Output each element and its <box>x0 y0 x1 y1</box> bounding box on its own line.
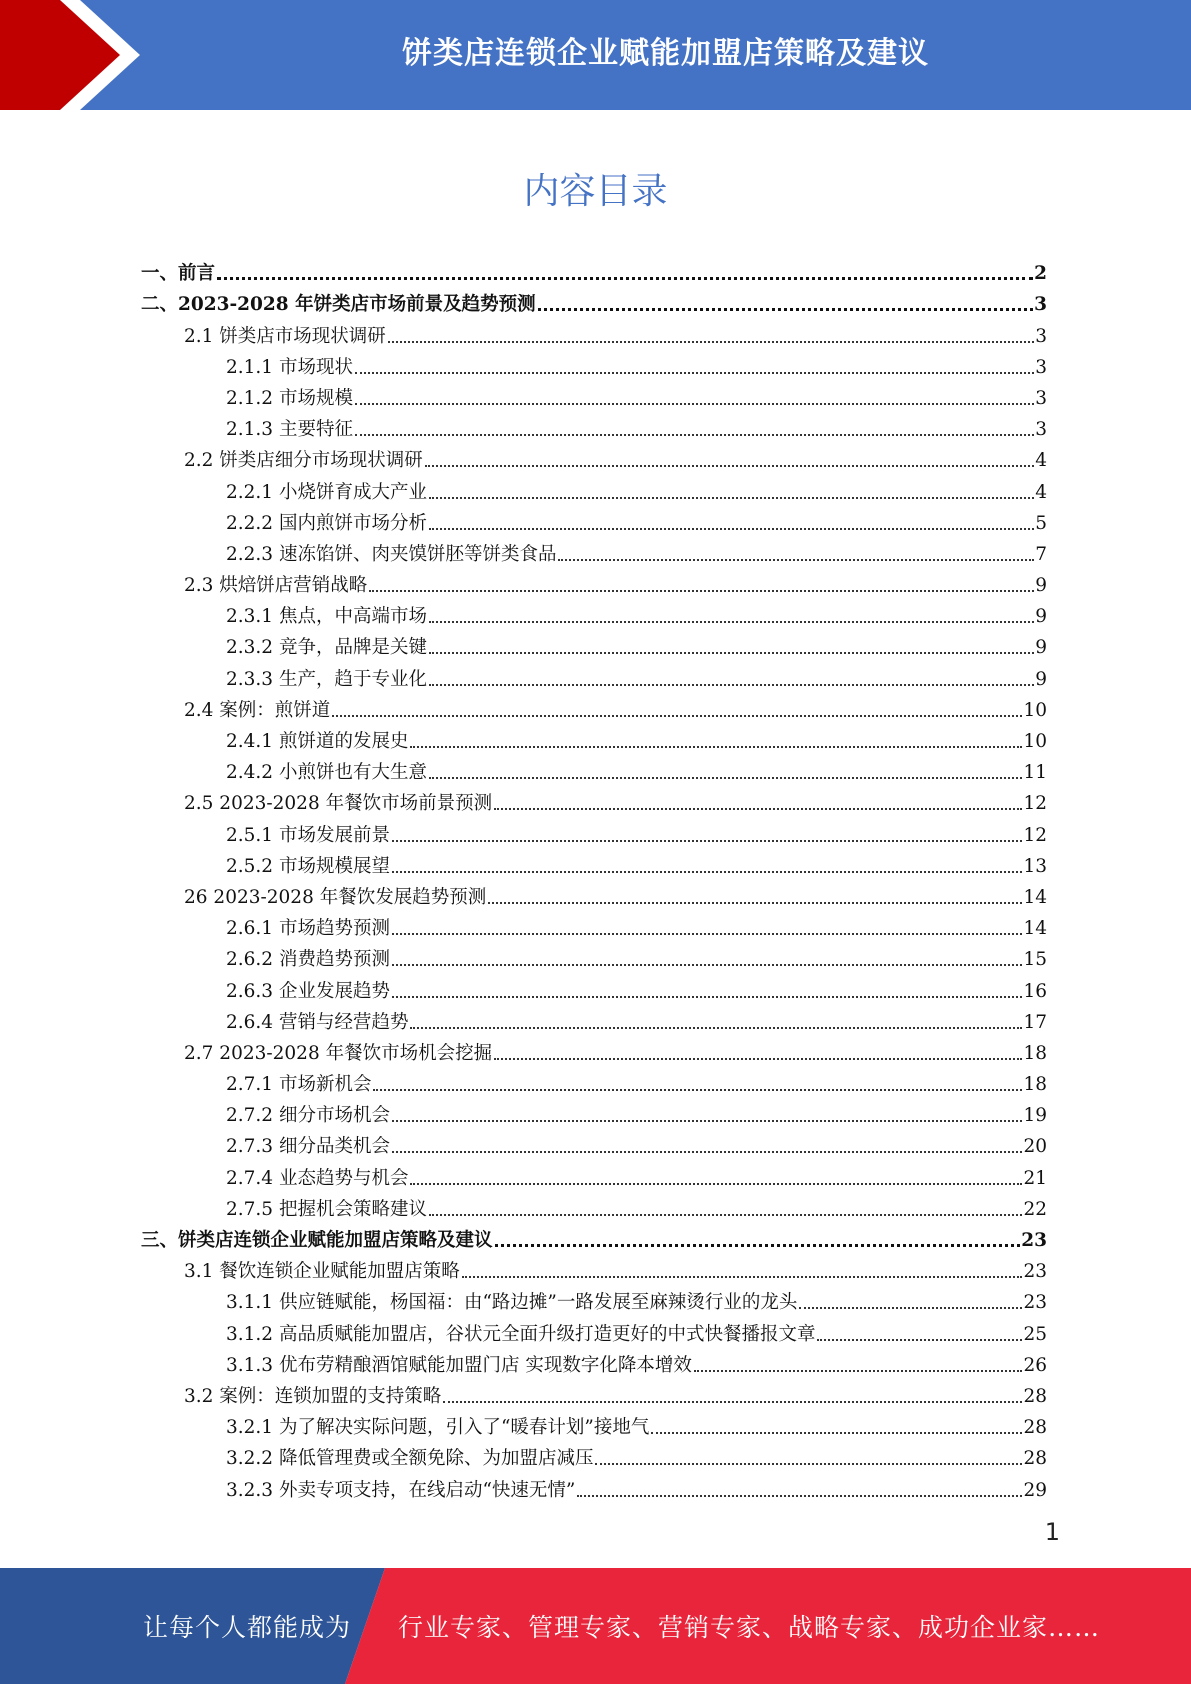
toc-leader-dots <box>373 1089 1022 1091</box>
toc-leader-dots <box>392 996 1022 998</box>
toc-leader-dots <box>494 808 1022 810</box>
toc-entry[interactable] <box>141 441 1047 472</box>
toc-entry[interactable] <box>141 504 1047 535</box>
toc-leader-dots <box>577 1495 1022 1497</box>
toc-leader-dots <box>392 840 1022 842</box>
toc-entry[interactable] <box>141 847 1047 878</box>
toc-entry-page: 23 <box>1023 1261 1047 1283</box>
toc-entry[interactable] <box>141 1158 1047 1189</box>
toc-entry-title: 2.7.2 细分市场机会 <box>226 1105 390 1127</box>
toc-entry-title: 2.3.3 生产，趋于专业化 <box>226 668 427 690</box>
toc-entry[interactable] <box>141 316 1047 347</box>
toc-entry[interactable] <box>141 1096 1047 1127</box>
toc-entry-title: 2.6.4 营销与经营趋势 <box>226 1011 409 1033</box>
toc-leader-dots <box>694 1370 1023 1372</box>
toc-entry-title: 2.6.3 企业发展趋势 <box>226 980 390 1002</box>
toc-entry-title: 2.2.3 速冻馅饼、肉夹馍饼胚等饼类食品 <box>226 543 557 565</box>
toc-entry-title: 2.7.5 把握机会策略建议 <box>226 1198 427 1220</box>
toc-leader-dots <box>425 465 1034 467</box>
toc-entry-title: 3.1 餐饮连锁企业赋能加盟店策略 <box>184 1261 460 1283</box>
toc-entry[interactable] <box>141 1252 1047 1283</box>
toc-leader-dots <box>392 1120 1022 1122</box>
toc-entry-page: 9 <box>1035 575 1047 597</box>
toc-leader-dots <box>651 1432 1022 1434</box>
toc-entry-title: 2.6.1 市场趋势预测 <box>226 918 390 940</box>
toc-entry[interactable] <box>141 1283 1047 1314</box>
toc-entry[interactable] <box>141 722 1047 753</box>
toc-entry[interactable] <box>141 254 1047 285</box>
toc-entry-page: 20 <box>1023 1136 1047 1158</box>
toc-entry-title: 2.1.1 市场现状 <box>226 356 353 378</box>
toc-entry-page: 4 <box>1035 481 1047 503</box>
toc-entry[interactable] <box>141 1127 1047 1158</box>
toc-entry-title: 2.5 2023-2028 年餐饮市场前景预测 <box>184 793 493 815</box>
toc-entry-page: 15 <box>1023 949 1047 971</box>
toc-entry[interactable] <box>141 1221 1047 1252</box>
toc-leader-dots <box>355 403 1034 405</box>
toc-leader-dots <box>355 372 1034 374</box>
toc-leader-dots <box>429 652 1034 654</box>
toc-entry-page: 25 <box>1023 1323 1047 1345</box>
toc-leader-dots <box>332 715 1022 717</box>
toc-entry-title: 2.4.2 小煎饼也有大生意 <box>226 762 427 784</box>
toc-entry-title: 3.1.3 优布劳精酿酒馆赋能加盟门店 实现数字化降本增效 <box>226 1354 692 1376</box>
toc-entry-page: 2 <box>1034 263 1047 285</box>
table-of-contents <box>141 254 1047 1502</box>
toc-entry[interactable] <box>141 285 1047 316</box>
toc-entry-title: 2.3.1 焦点，中高端市场 <box>226 606 427 628</box>
toc-leader-dots <box>429 621 1034 623</box>
toc-leader-dots <box>443 1401 1022 1403</box>
toc-leader-dots <box>488 902 1022 904</box>
toc-entry[interactable] <box>141 348 1047 379</box>
toc-entry-page: 4 <box>1035 450 1047 472</box>
toc-entry-title: 2.4 案例：煎饼道 <box>184 699 331 721</box>
toc-leader-dots <box>817 1339 1022 1341</box>
header-title: 饼类店连锁企业赋能加盟店策略及建议 <box>402 36 929 71</box>
toc-entry-page: 28 <box>1023 1417 1047 1439</box>
toc-entry-page: 10 <box>1023 699 1047 721</box>
toc-entry[interactable] <box>141 1377 1047 1408</box>
toc-entry[interactable] <box>141 535 1047 566</box>
toc-entry-page: 3 <box>1035 325 1047 347</box>
toc-entry-title: 3.2.1 为了解决实际问题，引入了“暖春计划”接地气 <box>226 1417 650 1439</box>
toc-entry-title: 2.2.1 小烧饼育成大产业 <box>226 481 427 503</box>
toc-entry-page: 19 <box>1023 1105 1047 1127</box>
toc-leader-dots <box>410 1183 1022 1185</box>
toc-leader-dots <box>355 434 1034 436</box>
toc-leader-dots <box>538 308 1034 311</box>
toc-entry-title: 2.5.2 市场规模展望 <box>226 855 390 877</box>
toc-entry-page: 9 <box>1035 637 1047 659</box>
toc-entry[interactable] <box>141 1003 1047 1034</box>
toc-entry-page: 14 <box>1023 918 1047 940</box>
toc-entry-page: 9 <box>1035 606 1047 628</box>
toc-entry-title: 2.2.2 国内煎饼市场分析 <box>226 512 427 534</box>
toc-entry-page: 16 <box>1023 980 1047 1002</box>
footer-slogan-right: 行业专家、管理专家、营销专家、战略专家、成功企业家…… <box>398 1613 1101 1642</box>
toc-entry-page: 3 <box>1035 356 1047 378</box>
footer-slogan-left: 让每个人都能成为 <box>143 1613 352 1642</box>
toc-entry[interactable] <box>141 1470 1047 1501</box>
toc-entry-title: 3.2.3 外卖专项支持，在线启动“快速无情” <box>226 1479 576 1501</box>
toc-leader-dots <box>410 746 1022 748</box>
toc-leader-dots <box>217 277 1033 280</box>
toc-entry[interactable] <box>141 566 1047 597</box>
header-arrow-icon <box>0 0 160 110</box>
toc-entry-page: 3 <box>1035 387 1047 409</box>
toc-entry[interactable] <box>141 1346 1047 1377</box>
toc-leader-dots <box>410 1027 1022 1029</box>
toc-entry[interactable] <box>141 691 1047 722</box>
toc-entry-page: 12 <box>1023 824 1047 846</box>
toc-entry-title: 2.1.2 市场规模 <box>226 387 353 409</box>
toc-entry-page: 14 <box>1023 886 1047 908</box>
toc-entry-title: 3.2.2 降低管理费或全额免除、为加盟店减压 <box>226 1448 594 1470</box>
toc-entry-page: 13 <box>1023 855 1047 877</box>
toc-title: 内容目录 <box>523 171 668 212</box>
toc-entry[interactable] <box>141 878 1047 909</box>
toc-entry-title: 一、前言 <box>141 263 216 285</box>
toc-entry-title: 2.7.3 细分品类机会 <box>226 1136 390 1158</box>
toc-entry[interactable] <box>141 784 1047 815</box>
toc-leader-dots <box>429 528 1034 530</box>
toc-entry-title: 2.1 饼类店市场现状调研 <box>184 325 386 347</box>
toc-entry-page: 3 <box>1035 419 1047 441</box>
toc-entry-title: 2.3 烘焙饼店营销战略 <box>184 575 368 597</box>
toc-entry-page: 3 <box>1034 294 1047 316</box>
toc-entry-page: 11 <box>1023 762 1047 784</box>
toc-entry-title: 2.5.1 市场发展前景 <box>226 824 390 846</box>
toc-leader-dots <box>429 777 1022 779</box>
toc-entry-page: 7 <box>1035 543 1047 565</box>
toc-entry-title: 26 2023-2028 年餐饮发展趋势预测 <box>184 886 487 908</box>
toc-entry[interactable] <box>141 940 1047 971</box>
toc-leader-dots <box>462 1276 1023 1278</box>
toc-entry-page: 5 <box>1035 512 1047 534</box>
toc-entry[interactable] <box>141 379 1047 410</box>
toc-entry-title: 3.1.1 供应链赋能，杨国福：由“路边摊”一路发展至麻辣烫行业的龙头 <box>226 1292 798 1314</box>
toc-entry-title: 二、2023-2028 年饼类店市场前景及趋势预测 <box>141 294 536 316</box>
toc-entry-page: 22 <box>1023 1198 1047 1220</box>
toc-entry[interactable] <box>141 1314 1047 1345</box>
toc-entry-page: 23 <box>1023 1292 1047 1314</box>
toc-entry-page: 26 <box>1023 1354 1047 1376</box>
toc-entry-page: 10 <box>1023 731 1047 752</box>
footer-banner <box>0 1568 1191 1684</box>
toc-entry-title: 2.1.3 主要特征 <box>226 419 353 441</box>
toc-leader-dots <box>388 341 1034 343</box>
toc-leader-dots <box>595 1463 1022 1465</box>
toc-entry[interactable] <box>141 410 1047 441</box>
toc-leader-dots <box>429 684 1034 686</box>
toc-entry[interactable] <box>141 628 1047 659</box>
toc-leader-dots <box>369 590 1034 592</box>
toc-entry[interactable] <box>141 753 1047 784</box>
toc-entry[interactable] <box>141 1190 1047 1221</box>
toc-entry[interactable] <box>141 815 1047 846</box>
toc-entry-title: 2.2 饼类店细分市场现状调研 <box>184 450 423 472</box>
page-number: 1 <box>1044 1518 1060 1546</box>
toc-entry[interactable] <box>141 597 1047 628</box>
toc-entry-title: 三、饼类店连锁企业赋能加盟店策略及建议 <box>141 1230 493 1251</box>
toc-leader-dots <box>429 1214 1022 1216</box>
toc-leader-dots <box>495 1244 1021 1247</box>
toc-entry-page: 18 <box>1023 1042 1047 1064</box>
toc-leader-dots <box>392 1151 1022 1153</box>
toc-entry-page: 17 <box>1023 1011 1047 1033</box>
toc-entry-title: 2.7.1 市场新机会 <box>226 1074 372 1096</box>
toc-entry-title: 2.3.2 竞争，品牌是关键 <box>226 637 427 659</box>
toc-leader-dots <box>392 871 1022 873</box>
toc-entry-page: 28 <box>1023 1448 1047 1470</box>
toc-entry[interactable] <box>141 1034 1047 1065</box>
toc-leader-dots <box>392 964 1022 966</box>
toc-entry-title: 2.7 2023-2028 年餐饮市场机会挖掘 <box>184 1042 493 1064</box>
toc-entry[interactable] <box>141 659 1047 690</box>
toc-entry-title: 2.7.4 业态趋势与机会 <box>226 1167 409 1189</box>
toc-entry-page: 9 <box>1035 668 1047 690</box>
toc-entry-title: 3.1.2 高品质赋能加盟店，谷状元全面升级打造更好的中式快餐播报文章 <box>226 1323 816 1345</box>
toc-entry-page: 12 <box>1023 793 1047 815</box>
toc-entry[interactable] <box>141 1065 1047 1096</box>
toc-entry-title: 3.2 案例：连锁加盟的支持策略 <box>184 1385 442 1407</box>
toc-entry[interactable] <box>141 1408 1047 1439</box>
toc-leader-dots <box>392 933 1022 935</box>
toc-leader-dots <box>429 497 1034 499</box>
toc-entry-page: 23 <box>1021 1230 1047 1251</box>
toc-entry-page: 29 <box>1023 1479 1047 1501</box>
toc-entry-page: 18 <box>1023 1074 1047 1096</box>
toc-leader-dots <box>799 1307 1022 1309</box>
header-banner <box>0 0 1191 110</box>
toc-entry-page: 28 <box>1023 1385 1047 1407</box>
toc-entry[interactable] <box>141 971 1047 1002</box>
toc-entry[interactable] <box>141 472 1047 503</box>
toc-leader-dots <box>494 1058 1022 1060</box>
toc-entry-page: 21 <box>1023 1167 1047 1189</box>
toc-leader-dots <box>558 559 1034 561</box>
toc-entry[interactable] <box>141 1439 1047 1470</box>
toc-entry[interactable] <box>141 909 1047 940</box>
toc-entry-title: 2.6.2 消费趋势预测 <box>226 949 390 971</box>
toc-entry-title: 2.4.1 煎饼道的发展史 <box>226 731 409 752</box>
